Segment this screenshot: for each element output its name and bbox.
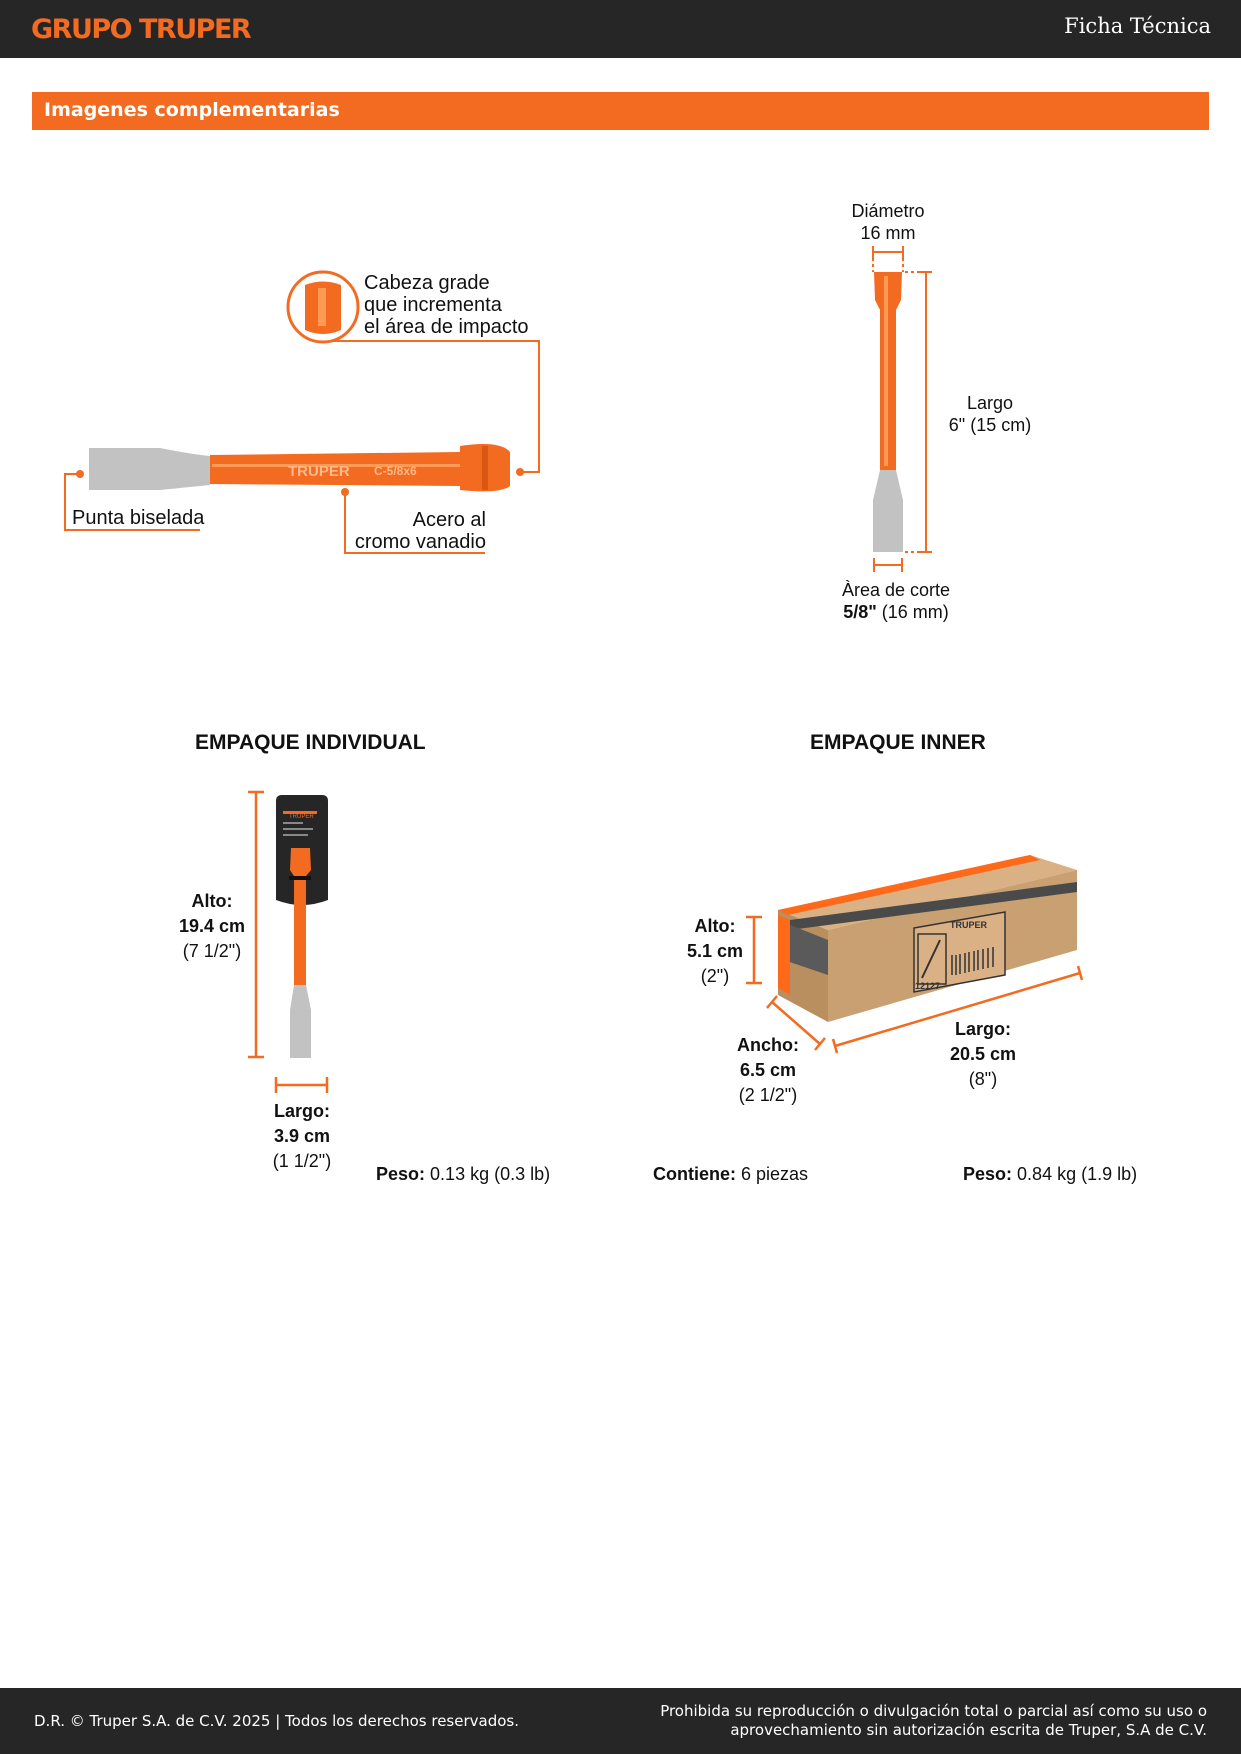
individual-height-label bbox=[162, 889, 262, 964]
inner-length-title: Largo: bbox=[955, 1019, 1011, 1039]
section-title: Imagenes complementarias bbox=[44, 99, 340, 121]
length-cm: (15 cm) bbox=[970, 415, 1032, 435]
inner-width-value: 6.5 cm bbox=[739, 1060, 797, 1080]
inner-width-label bbox=[718, 1033, 818, 1108]
diameter-title: Diámetro bbox=[851, 201, 925, 221]
package-brand-label: TRUPER bbox=[289, 814, 314, 820]
length-inches: 6" bbox=[948, 415, 966, 435]
chisel-model-label: C-5/8x6 bbox=[374, 464, 417, 478]
head-callout-line-2: que incrementa bbox=[364, 294, 502, 316]
length-title: Largo bbox=[966, 393, 1014, 413]
material-callout-line-1: Acero al bbox=[412, 509, 486, 531]
legal-notice-line-1: Prohibida su reproducción o divulgación total o parcial así como su uso o bbox=[660, 1702, 1207, 1720]
brand-logo: GRUPO TRUPER bbox=[31, 14, 251, 45]
inner-package-title: EMPAQUE INNER bbox=[810, 731, 986, 754]
individual-package-title: EMPAQUE INDIVIDUAL bbox=[195, 731, 426, 754]
inner-contains bbox=[653, 1163, 853, 1185]
inner-weight bbox=[963, 1163, 1183, 1185]
cut-area-value bbox=[818, 601, 974, 623]
individual-weight-value: 0.13 kg (0.3 lb) bbox=[430, 1164, 551, 1184]
legal-notice-line-2: aprovechamiento sin autorización escrita de Truper, S.A de C.V. bbox=[730, 1721, 1207, 1739]
head-callout bbox=[364, 272, 564, 338]
cut-area-label bbox=[818, 579, 974, 623]
cut-area-title: Àrea de corte bbox=[841, 580, 951, 600]
individual-weight bbox=[376, 1163, 576, 1185]
inner-length-inches: (8") bbox=[968, 1069, 998, 1089]
material-callout bbox=[330, 509, 486, 553]
copyright-text: D.R. © Truper S.A. de C.V. 2025 | Todos los derechos reservados. bbox=[34, 1712, 519, 1730]
legal-notice bbox=[660, 1702, 1207, 1740]
inner-height-inches: (2") bbox=[700, 966, 730, 986]
inner-length-label bbox=[933, 1017, 1033, 1092]
material-callout-line-2: cromo vanadio bbox=[354, 531, 486, 553]
length-value bbox=[938, 414, 1042, 436]
chisel-brand-label: TRUPER bbox=[288, 463, 350, 480]
head-callout-line-1: Cabeza grade bbox=[364, 272, 490, 294]
inner-width-inches: (2 1/2") bbox=[738, 1085, 798, 1105]
tip-callout: Punta biselada bbox=[72, 507, 205, 529]
individual-height-title: Alto: bbox=[191, 891, 233, 911]
inner-weight-label: Peso: bbox=[963, 1164, 1013, 1184]
inner-height-value: 5.1 cm bbox=[686, 941, 744, 961]
inner-weight-value: 0.84 kg (1.9 lb) bbox=[1017, 1164, 1138, 1184]
individual-length-label bbox=[252, 1099, 352, 1174]
document-title: Ficha Técnica bbox=[1064, 14, 1211, 38]
head-callout-line-3: el área de impacto bbox=[364, 316, 529, 338]
individual-length-title: Largo: bbox=[274, 1101, 330, 1121]
inner-height-label bbox=[665, 914, 765, 989]
diameter-value: 16 mm bbox=[860, 223, 916, 243]
inner-length-value: 20.5 cm bbox=[949, 1044, 1017, 1064]
cut-area-inches: 5/8" bbox=[843, 602, 877, 622]
inner-width-title: Ancho: bbox=[737, 1035, 799, 1055]
inner-height-title: Alto: bbox=[694, 916, 736, 936]
individual-length-value: 3.9 cm bbox=[273, 1126, 331, 1146]
page-footer bbox=[0, 1688, 1241, 1754]
individual-height-value: 19.4 cm bbox=[178, 916, 246, 936]
individual-length-inches: (1 1/2") bbox=[272, 1151, 332, 1171]
length-label bbox=[938, 392, 1042, 436]
individual-weight-label: Peso: bbox=[376, 1164, 426, 1184]
box-brand-label: TRUPER bbox=[950, 920, 988, 930]
inner-contains-value: 6 piezas bbox=[741, 1164, 809, 1184]
diameter-label bbox=[838, 200, 938, 244]
cut-area-mm: (16 mm) bbox=[881, 602, 949, 622]
individual-height-inches: (7 1/2") bbox=[182, 941, 242, 961]
inner-contains-label: Contiene: bbox=[653, 1164, 736, 1184]
box-code-label: 12127 bbox=[915, 981, 941, 991]
